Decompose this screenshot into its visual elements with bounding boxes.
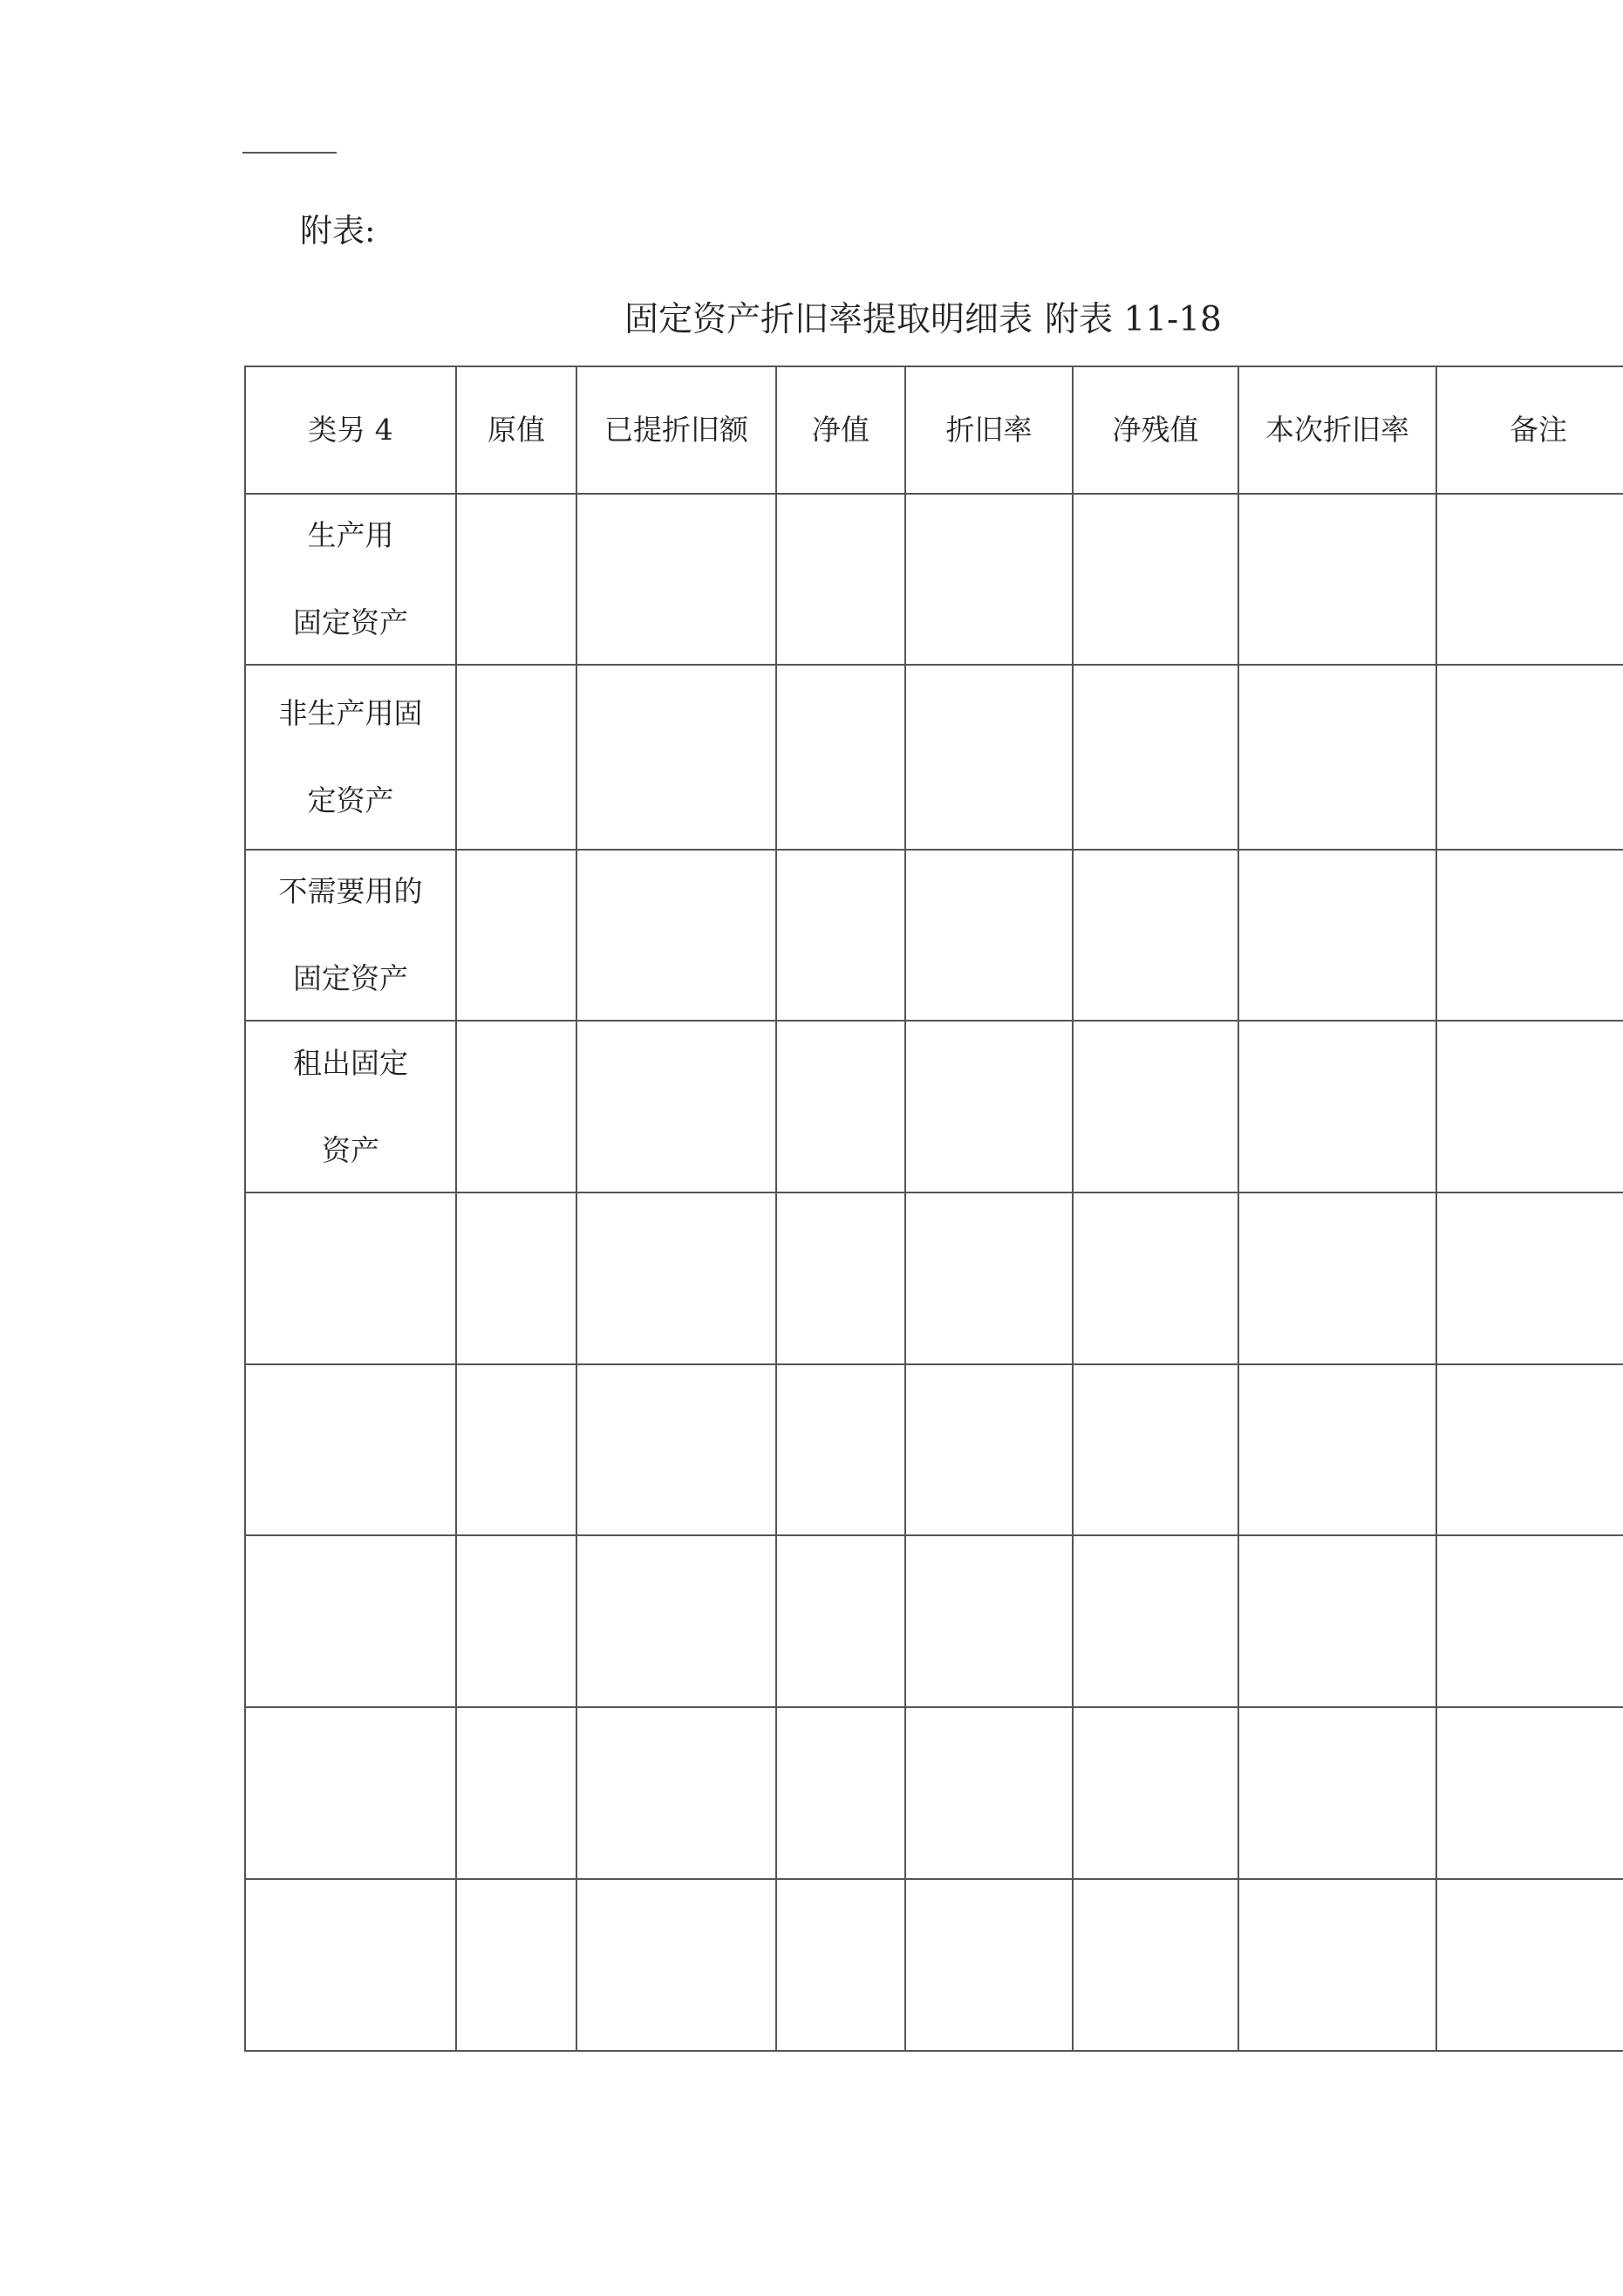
value-cell (1436, 665, 1623, 850)
value-cell (776, 1021, 905, 1192)
table-header-row (245, 366, 1623, 494)
value-cell (456, 850, 576, 1021)
category-line: 固定资产 (293, 961, 408, 995)
depreciation-table-container (244, 366, 1623, 2055)
value-cell (1436, 850, 1623, 1021)
value-cell (776, 1879, 905, 2051)
value-cell (776, 494, 905, 665)
table-row (245, 665, 1623, 850)
table-row (245, 1021, 1623, 1192)
value-cell (456, 494, 576, 665)
value-cell (905, 1192, 1073, 1364)
value-cell (576, 665, 776, 850)
value-cell (905, 665, 1073, 850)
column-header: 净值 (776, 366, 905, 494)
value-cell (1436, 1021, 1623, 1192)
value-cell (1073, 850, 1238, 1021)
category-cell (245, 1364, 456, 1535)
value-cell (456, 665, 576, 850)
value-cell (1238, 850, 1436, 1021)
table-row (245, 1535, 1623, 1707)
table-row (245, 1879, 1623, 2051)
appendix-label: 附表: (300, 212, 376, 249)
value-cell (456, 1707, 576, 1879)
category-line: 固定资产 (293, 605, 408, 639)
value-cell (776, 1364, 905, 1535)
column-header: 类另 4 (245, 366, 456, 494)
value-cell (576, 1535, 776, 1707)
value-cell (1073, 1021, 1238, 1192)
value-cell (1238, 665, 1436, 850)
value-cell (905, 1535, 1073, 1707)
value-cell (576, 850, 776, 1021)
value-cell (776, 1535, 905, 1707)
value-cell (1436, 1192, 1623, 1364)
value-cell (576, 1021, 776, 1192)
table-row (245, 494, 1623, 665)
value-cell (1436, 494, 1623, 665)
value-cell (1073, 665, 1238, 850)
value-cell (576, 1707, 776, 1879)
column-header: 原值 (456, 366, 576, 494)
value-cell (1238, 1535, 1436, 1707)
column-header: 备注 (1436, 366, 1623, 494)
table-row (245, 1364, 1623, 1535)
value-cell (905, 850, 1073, 1021)
value-cell (905, 494, 1073, 665)
category-cell (245, 1021, 456, 1192)
table-title-line (624, 297, 1222, 343)
value-cell (456, 1192, 576, 1364)
value-cell (776, 665, 905, 850)
value-cell (1436, 1535, 1623, 1707)
category-cell (245, 1707, 456, 1879)
value-cell (1073, 1364, 1238, 1535)
category-cell (245, 1192, 456, 1364)
value-cell (905, 1707, 1073, 1879)
value-cell (456, 1021, 576, 1192)
value-cell (576, 494, 776, 665)
value-cell (456, 1535, 576, 1707)
value-cell (1238, 1879, 1436, 2051)
value-cell (1238, 1364, 1436, 1535)
category-cell (245, 1535, 456, 1707)
value-cell (1073, 1707, 1238, 1879)
value-cell (905, 1021, 1073, 1192)
category-cell (245, 850, 456, 1021)
value-cell (776, 1192, 905, 1364)
category-cell (245, 1879, 456, 2051)
value-cell (1436, 1364, 1623, 1535)
category-cell (245, 494, 456, 665)
depreciation-table (244, 366, 1623, 2052)
column-header: 本次折旧率 (1238, 366, 1436, 494)
category-line: 生产用 (307, 518, 394, 552)
value-cell (1238, 1021, 1436, 1192)
value-cell (1238, 1192, 1436, 1364)
category-cell (245, 665, 456, 850)
value-cell (1073, 1192, 1238, 1364)
value-cell (776, 850, 905, 1021)
column-header: 折旧率 (905, 366, 1073, 494)
value-cell (1073, 494, 1238, 665)
top-rule (242, 152, 337, 154)
value-cell (1073, 1535, 1238, 1707)
table-number: 附表 11-18 (1045, 300, 1222, 339)
table-row (245, 1192, 1623, 1364)
category-line: 租出固定 (293, 1045, 408, 1080)
value-cell (1073, 1879, 1238, 2051)
value-cell (456, 1879, 576, 2051)
value-cell (776, 1707, 905, 1879)
value-cell (456, 1364, 576, 1535)
value-cell (1238, 494, 1436, 665)
value-cell (576, 1364, 776, 1535)
value-cell (1238, 1707, 1436, 1879)
column-header: 净残值 (1073, 366, 1238, 494)
column-header: 已提折旧额 (576, 366, 776, 494)
category-line: 资产 (322, 1132, 379, 1167)
value-cell (576, 1879, 776, 2051)
category-line: 定资产 (307, 783, 394, 817)
category-line: 不需要用的 (278, 874, 423, 908)
value-cell (576, 1192, 776, 1364)
value-cell (1436, 1879, 1623, 2051)
value-cell (905, 1879, 1073, 2051)
category-line: 非生产用固 (278, 696, 423, 730)
value-cell (905, 1364, 1073, 1535)
table-row (245, 850, 1623, 1021)
value-cell (1436, 1707, 1623, 1879)
table-row (245, 1707, 1623, 1879)
table-title: 固定资产折旧率提取明细表 (624, 300, 1033, 339)
